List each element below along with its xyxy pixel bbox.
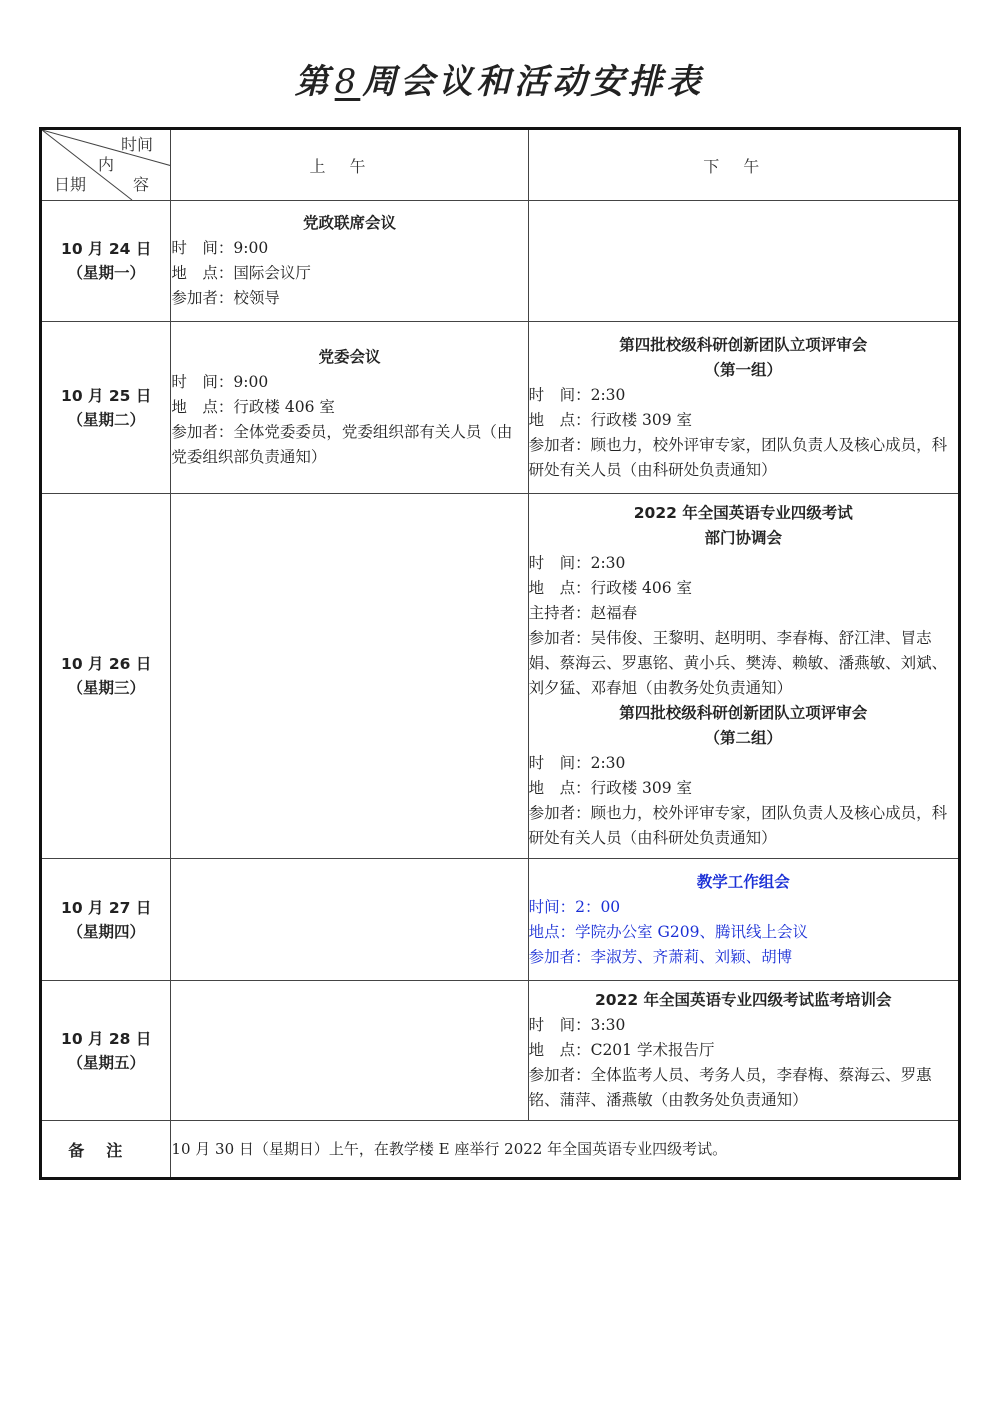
header-time-label: 时间 [121, 135, 154, 154]
meeting-attendees: 参加者：校领导 [171, 289, 280, 307]
weekday-label: （星期一） [67, 264, 145, 282]
meeting-place: 地 点：行政楼 406 室 [171, 398, 335, 416]
meeting-place: 地 点：C201 学术报告厅 [528, 1041, 715, 1059]
meeting-title: 教学工作组会 [696, 872, 790, 891]
date-cell [41, 494, 171, 859]
meeting-time: 时间：2：00 [528, 897, 621, 916]
meeting-place-2: 地 点：行政楼 309 室 [528, 779, 693, 797]
meeting-time: 时 间：2:30 [528, 385, 626, 404]
weekday-label: （星期三） [67, 679, 145, 697]
header-date-label: 日期 [54, 175, 87, 194]
date-label: 10 月 26 日 [61, 655, 152, 673]
am-cell [171, 201, 528, 322]
weekday-label: （星期四） [67, 922, 145, 941]
header-pm: 下午 [528, 129, 959, 201]
meeting-title: 2022 年全国英语专业四级考试监考培训会 [595, 991, 892, 1009]
date-cell [41, 859, 171, 981]
date-label: 10 月 24 日 [61, 240, 152, 258]
meeting-subtitle: 部门协调会 [704, 529, 783, 547]
table-row [41, 201, 960, 322]
header-row [41, 129, 960, 201]
meeting-time: 时 间：9:00 [171, 239, 269, 257]
meeting-place: 地 点：行政楼 406 室 [528, 579, 693, 597]
meeting-subtitle: （第一组） [704, 360, 783, 379]
note-text: 10 月 30 日（星期日）上午，在教学楼 E 座举行 2022 年全国英语专业四级考试。 [171, 1121, 960, 1179]
meeting-attendees-2: 参加者：顾也力，校外评审专家，团队负责人及核心成员，科研处有关人员（由科研处负责通知） [528, 804, 948, 847]
meeting-attendees: 参加者：李淑芳、齐萧莉、刘颖、胡博 [528, 947, 793, 966]
meeting-title: 2022 年全国英语专业四级考试 [633, 504, 853, 522]
header-content-label-1: 内 [98, 155, 115, 174]
meeting-time-2: 时 间：2:30 [528, 754, 626, 772]
table-row [41, 494, 960, 859]
table-row [41, 981, 960, 1121]
table-row [41, 859, 960, 981]
diagonal-header-cell [41, 129, 171, 201]
meeting-title: 第四批校级科研创新团队立项评审会 [619, 335, 868, 354]
meeting-attendees: 参加者：吴伟俊、王黎明、赵明明、李春梅、舒江津、冒志娟、蔡海云、罗惠铭、黄小兵、樊涛、赖敏、潘燕敏、刘斌、刘夕猛、邓春旭（由教务处负责通知） [528, 629, 948, 697]
date-cell [41, 322, 171, 494]
am-cell [171, 494, 528, 859]
pm-cell [528, 494, 959, 859]
pm-cell [528, 981, 959, 1121]
weekday-label: （星期五） [67, 1053, 145, 1072]
meeting-time: 时 间：3:30 [528, 1016, 626, 1034]
meeting-place: 地 点：国际会议厅 [171, 264, 311, 282]
meeting-host: 主持者：赵福春 [528, 604, 638, 622]
date-label: 10 月 28 日 [61, 1029, 152, 1048]
header-content-label-2: 容 [133, 175, 150, 194]
schedule-table [39, 127, 961, 1180]
title-suffix: 周会议和活动安排表 [362, 62, 705, 102]
date-cell [41, 981, 171, 1121]
date-label: 10 月 27 日 [61, 898, 152, 917]
date-cell [41, 201, 171, 322]
meeting-place: 地点：学院办公室 G209、腾讯线上会议 [528, 922, 808, 941]
pm-cell [528, 859, 959, 981]
note-row [41, 1121, 960, 1179]
am-cell [171, 859, 528, 981]
meeting-attendees: 参加者：全体监考人员、考务人员，李春梅、蔡海云、罗惠铭、蒲萍、潘燕敏（由教务处负责通知） [528, 1066, 932, 1109]
meeting-subtitle-2: （第二组） [704, 729, 783, 747]
title-prefix: 第 [294, 62, 333, 102]
am-cell [171, 981, 528, 1121]
weekday-label: （星期二） [67, 410, 145, 429]
meeting-time: 时 间：9:00 [171, 373, 269, 391]
date-label: 10 月 25 日 [61, 386, 152, 405]
meeting-attendees: 参加者：顾也力，校外评审专家，团队负责人及核心成员，科研处有关人员（由科研处负责通知） [528, 435, 948, 479]
meeting-time: 时 间：2:30 [528, 554, 626, 572]
pm-cell [528, 322, 959, 494]
page-title [0, 54, 999, 103]
pm-cell [528, 201, 959, 322]
meeting-title-2: 第四批校级科研创新团队立项评审会 [619, 704, 868, 722]
table-row [41, 322, 960, 494]
note-label: 备注 [41, 1121, 171, 1179]
meeting-place: 地 点：行政楼 309 室 [528, 410, 693, 429]
header-am: 上午 [171, 129, 528, 201]
meeting-attendees: 参加者：全体党委委员，党委组织部有关人员（由党委组织部负责通知） [171, 423, 513, 466]
meeting-title: 党政联席会议 [302, 214, 396, 232]
am-cell [171, 322, 528, 494]
meeting-title: 党委会议 [318, 348, 381, 366]
week-number: 8 [334, 62, 361, 102]
